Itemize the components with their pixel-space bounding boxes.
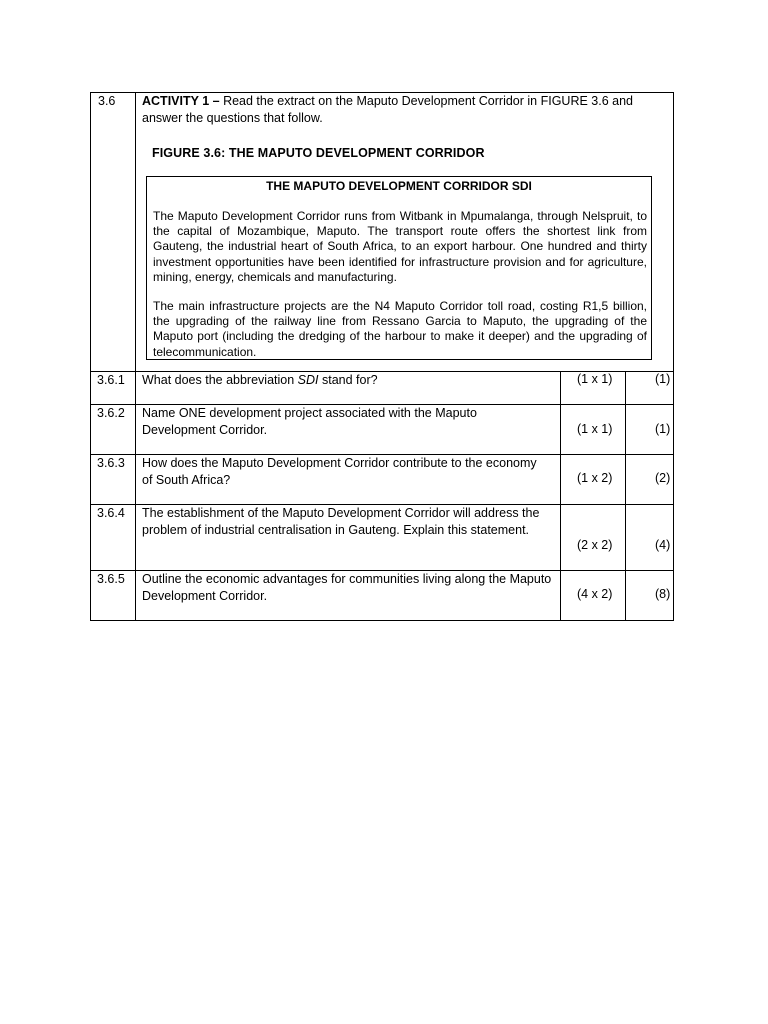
figure-title: FIGURE 3.6: THE MAPUTO DEVELOPMENT CORRIDOR bbox=[152, 146, 485, 160]
mark-allocation: (1 x 2) bbox=[577, 471, 613, 485]
activity-instruction bbox=[142, 93, 668, 126]
activity-label: ACTIVITY 1 – bbox=[142, 94, 220, 108]
total-marks: (8) bbox=[655, 587, 671, 601]
mark-allocation: (1 x 1) bbox=[577, 372, 613, 386]
total-marks: (1) bbox=[655, 422, 671, 436]
question-text: How does the Maputo Development Corridor contribute to the economy of South Africa? bbox=[142, 456, 537, 487]
table-column-divider bbox=[625, 371, 626, 621]
instruction-text: Read the extract on the Maputo Development Corridor in FIGURE 3.6 and answer the questions that follow. bbox=[142, 94, 633, 125]
question-number: 3.6.5 bbox=[97, 572, 125, 586]
question-text: Outline the economic advantages for communities living along the Maputo Development Corridor. bbox=[142, 572, 552, 603]
total-marks: (4) bbox=[655, 538, 671, 552]
mark-allocation: (1 x 1) bbox=[577, 422, 613, 436]
total-marks: (2) bbox=[655, 471, 671, 485]
extract-paragraph-2: The main infrastructure projects are the N4 Maputo Corridor toll road, costing R1,5 billion, the upgrading of the railway line from Ressano Garcia to Maputo, the upgrading of the Maputo port (including the dredging of the harbour to make it deeper) and the upgrading of telecommunication. bbox=[153, 299, 647, 359]
question-number: 3.6.4 bbox=[97, 506, 125, 520]
mark-allocation: (4 x 2) bbox=[577, 587, 613, 601]
table-column-divider bbox=[135, 92, 136, 621]
extract-paragraph-1: The Maputo Development Corridor runs from Witbank in Mpumalanga, through Nelspruit, to the capital of Mozambique, Maputo. The transport route offers the shortest link from Gauteng, the industrial heart of South Africa, to an export harbour. One hundred and thirty investment opportunities have been identified for infrastructure provision and for agriculture, mining, energy, chemicals and manufacturing. bbox=[153, 209, 647, 284]
question-number: 3.6.2 bbox=[97, 406, 125, 420]
question-number: 3.6 bbox=[98, 94, 116, 108]
extract-title: THE MAPUTO DEVELOPMENT CORRIDOR SDI bbox=[266, 179, 532, 193]
extract-box bbox=[146, 176, 652, 360]
mark-allocation: (2 x 2) bbox=[577, 538, 613, 552]
question-text: The establishment of the Maputo Development Corridor will address the problem of industrial centralisation in Gauteng. Explain this statement. bbox=[142, 506, 540, 537]
question-text: What does the abbreviation SDI stand for? bbox=[142, 373, 378, 387]
question-number: 3.6.1 bbox=[97, 373, 125, 387]
question-text: Name ONE development project associated with the Maputo Development Corridor. bbox=[142, 406, 477, 437]
table-column-divider bbox=[560, 371, 561, 621]
total-marks: (1) bbox=[655, 372, 671, 386]
question-number: 3.6.3 bbox=[97, 456, 125, 470]
